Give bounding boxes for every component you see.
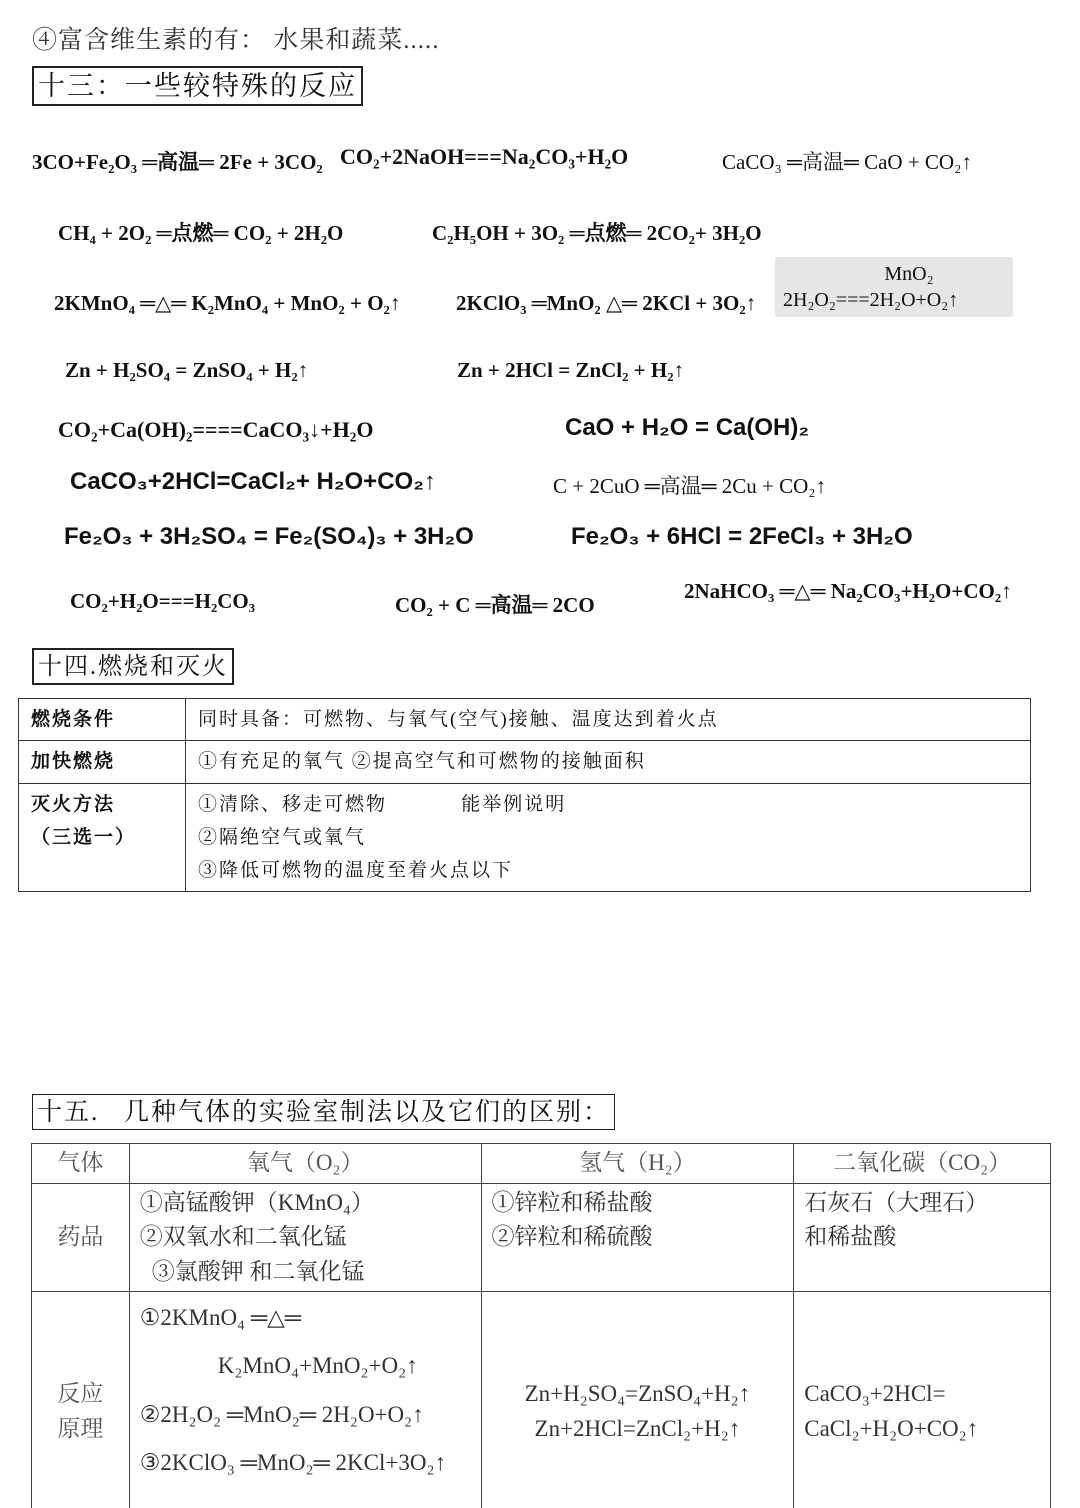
table-row: [32, 1292, 1051, 1508]
equation: CaCl₂+H₂O+CO₂↑: [804, 1415, 979, 1441]
table-row: [19, 741, 1031, 783]
equation: Fe₂O₃ + 3H₂SO₄ = Fe₂(SO₄)₃ + 3H₂O: [64, 523, 474, 550]
content-line: ③降低可燃物的温度至着火点以下: [198, 860, 514, 881]
row-label: 燃烧条件: [19, 699, 186, 741]
principle-h2: [481, 1292, 794, 1508]
reagent-line: 和稀盐酸: [804, 1224, 897, 1249]
reagent-line: ①高锰酸钾（KMnO₄）: [139, 1189, 374, 1215]
equation: Zn+2HCl=ZnCl₂+H₂↑: [534, 1415, 741, 1441]
equation: CO₂+Ca(OH)₂====CaCO₃↓+H₂O: [58, 417, 374, 442]
header-cell: 氢气（H₂）: [481, 1144, 794, 1184]
equation-boxed: [775, 257, 1013, 317]
equation: CO₂+H₂O===H₂CO₃: [70, 589, 256, 613]
row-label: [19, 783, 186, 892]
equation: ②2H₂O₂ ═MnO₂═ 2H₂O+O₂↑: [139, 1401, 424, 1427]
table-row: [32, 1183, 1051, 1292]
row-label-line: 反应: [57, 1381, 104, 1406]
equation: ①2KMnO₄ ═△═: [139, 1305, 302, 1330]
row-content: 同时具备：可燃物、与氧气(空气)接触、温度达到着火点: [186, 699, 1031, 741]
header-cell: 气体: [32, 1144, 130, 1184]
equation: CO₂ + C ═高温═ 2CO: [395, 593, 595, 617]
row-label-line: 灭火方法: [31, 793, 116, 815]
equation: Fe₂O₃ + 6HCl = 2FeCl₃ + 3H₂O: [571, 523, 913, 550]
content-line: ②隔绝空气或氧气: [198, 826, 367, 848]
equation: ③2KClO₃ ═MnO₂═ 2KCl+3O₂↑: [139, 1449, 446, 1475]
catalyst-label: MnO₂: [884, 263, 934, 285]
reagent-line: ②锌粒和稀硫酸: [491, 1224, 653, 1249]
equation: C₂H₅OH + 3O₂ ═点燃═ 2CO₂+ 3H₂O: [432, 221, 762, 245]
reagents-o2: [129, 1183, 481, 1292]
row-label: 药品: [32, 1183, 130, 1292]
section-15-title: 十五. 几种气体的实验室制法以及它们的区别：: [32, 1094, 615, 1130]
equation: 2KClO₃ ═MnO₂ △═ 2KCl + 3O₂↑: [456, 291, 757, 315]
principle-co2: [794, 1292, 1051, 1508]
row-label-line: （三选一）: [31, 826, 137, 848]
equation: K₂MnO₄+MnO₂+O₂↑: [217, 1353, 418, 1379]
equation: Zn+H₂SO₄=ZnSO₄+H₂↑: [524, 1381, 751, 1406]
reagent-line: ②双氧水和二氧化锰: [139, 1224, 347, 1249]
equation: 2KMnO₄ ═△═ K₂MnO₄ + MnO₂ + O₂↑: [54, 291, 401, 315]
equation: CaCO₃ ═高温═ CaO + CO₂↑: [722, 150, 972, 174]
section-14-title: 十四.燃烧和灭火: [32, 648, 234, 685]
reagent-line: 石灰石（大理石）: [804, 1189, 989, 1215]
table-row: [19, 699, 1031, 741]
reagent-line: ①锌粒和稀盐酸: [491, 1189, 653, 1215]
equation: 2NaHCO₃ ═△═ Na₂CO₃+H₂O+CO₂↑: [684, 579, 1012, 603]
section-13-title: 十三：一些较特殊的反应: [32, 66, 363, 106]
gas-preparation-table: [31, 1143, 1051, 1508]
equation: Zn + 2HCl = ZnCl₂ + H₂↑: [457, 358, 685, 382]
header-cell: 氧气（O₂）: [129, 1144, 481, 1184]
equation: CO₂+2NaOH===Na₂CO₃+H₂O: [340, 144, 629, 169]
equation: Zn + H₂SO₄ = ZnSO₄ + H₂↑: [65, 358, 309, 382]
equation: 3CO+Fe₂O₃ ═高温═ 2Fe + 3CO₂: [32, 150, 323, 174]
content-line: ①清除、移走可燃物 能举例说明: [198, 793, 567, 815]
intro-line: ④富含维生素的有： 水果和蔬菜.....: [32, 27, 440, 54]
row-content: ①有充足的氧气 ②提高空气和可燃物的接触面积: [186, 741, 1031, 783]
equation: C + 2CuO ═高温═ 2Cu + CO₂↑: [553, 474, 827, 498]
header-cell: 二氧化碳（CO₂）: [794, 1144, 1051, 1184]
row-label: [32, 1292, 130, 1508]
principle-o2: [129, 1292, 481, 1508]
table-header-row: [32, 1144, 1051, 1184]
table-row: [19, 783, 1031, 892]
row-label: 加快燃烧: [19, 741, 186, 783]
reagent-line: ③氯酸钾 和二氧化锰: [151, 1258, 365, 1284]
row-label-line: 原理: [57, 1415, 104, 1441]
reagents-h2: [481, 1183, 794, 1292]
equation: CaO + H₂O = Ca(OH)₂: [565, 414, 810, 441]
row-content: [186, 783, 1031, 892]
equation: 2H₂O₂===2H₂O+O₂↑: [783, 289, 959, 311]
equation: CaCO₃+2HCl=: [804, 1381, 946, 1406]
equation: CaCO₃+2HCl=CaCl₂+ H₂O+CO₂↑: [70, 468, 436, 495]
equation: CH₄ + 2O₂ ═点燃═ CO₂ + 2H₂O: [58, 221, 344, 245]
combustion-table: [18, 698, 1031, 892]
reagents-co2: [794, 1183, 1051, 1292]
